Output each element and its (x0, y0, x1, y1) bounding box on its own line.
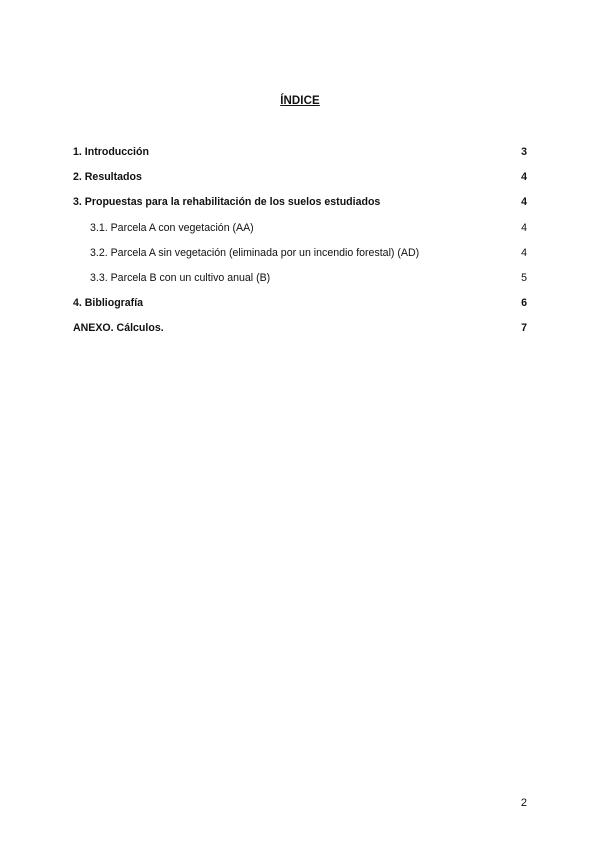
toc-entry-page: 4 (521, 221, 527, 234)
toc-entry-anexo[interactable] (73, 322, 527, 347)
toc-entry-page: 7 (521, 322, 527, 335)
toc-entry-page: 4 (521, 246, 527, 259)
toc-entry-label: 1. Introducción (73, 146, 149, 158)
toc-entry-label: 3.1. Parcela A con vegetación (AA) (90, 221, 254, 234)
toc-entry-page: 4 (521, 196, 527, 209)
toc-entry-parcela-b-cultivo-anual[interactable] (73, 272, 527, 297)
toc-entry-parcela-a-con-vegetacion[interactable] (73, 222, 527, 247)
toc-entry-page: 4 (521, 171, 527, 184)
toc-entry-resultados[interactable] (73, 171, 527, 196)
toc-entry-parcela-a-sin-vegetacion[interactable] (73, 247, 527, 272)
toc-entry-bibliografia[interactable] (73, 297, 527, 322)
toc-entry-page: 5 (521, 271, 527, 284)
table-of-contents (73, 146, 527, 348)
page-number: 2 (520, 797, 527, 809)
toc-heading: ÍNDICE (280, 95, 320, 107)
toc-entry-label: 2. Resultados (73, 171, 142, 184)
toc-entry-propuestas[interactable] (73, 196, 527, 221)
toc-entry-label: 3.3. Parcela B con un cultivo anual (B) (90, 271, 271, 284)
toc-entry-introduccion[interactable] (73, 146, 527, 171)
toc-entry-label: ANEXO. Cálculos. (73, 322, 164, 335)
toc-entry-page: 6 (521, 297, 527, 310)
toc-entry-label: 3.2. Parcela A sin vegetación (eliminada por un incendio forestal) (AD) (90, 246, 420, 259)
toc-entry-label: 4. Bibliografía (73, 297, 144, 310)
toc-entry-page: 3 (521, 146, 527, 158)
toc-entry-label: 3. Propuestas para la rehabilitación de los suelos estudiados (73, 196, 381, 209)
